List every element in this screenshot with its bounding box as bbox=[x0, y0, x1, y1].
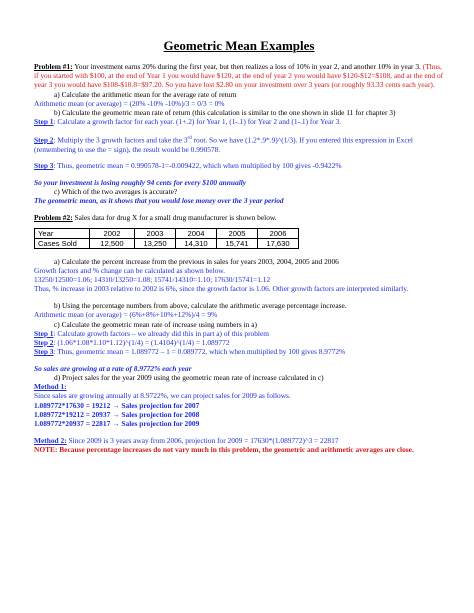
problem-1-text: Your investment earns 20% during the first year, but then realizes a loss of 10% in year 2, and another 10% in year 3. bbox=[72, 62, 421, 71]
projection-result: Sales projection for 2009 bbox=[121, 419, 200, 429]
p1-answer-c: The geometric mean, as it shows that you would lose money over the 3 year period bbox=[34, 196, 284, 206]
projection-row bbox=[34, 401, 444, 410]
p2-method-1-text: Since sales are growing annually at 8.9722%, we can project sales for 2009 as follows. bbox=[34, 391, 291, 401]
p2-question-b: b) Using the percentage numbers from above, calculate the arithmetic average percentage increase. bbox=[54, 301, 347, 311]
p2-question-d: d) Project sales for the year 2009 using the geometric mean rate of increase calculated in c) bbox=[54, 373, 324, 383]
p2-step-1 bbox=[34, 329, 444, 338]
p1-so-statement: So your investment is losing roughly 94 cents for every $100 annually bbox=[34, 178, 247, 187]
p1-step-1 bbox=[34, 117, 444, 126]
p1-answer-a: Arithmetic mean (or average) = (20% -10% -10%)/3 = 0/3 = 0% bbox=[34, 98, 225, 108]
p2-step-3 bbox=[34, 347, 444, 356]
sales-table bbox=[34, 228, 299, 249]
p2-method-2 bbox=[34, 436, 444, 445]
p2-step-1-text: : Calculate growth factors – we already did this in part a) of this problem bbox=[53, 328, 270, 338]
p1-question-a: a) Calculate the arithmetic mean for the average rate of return bbox=[54, 89, 237, 99]
p2-method-2-label: Method 2: bbox=[34, 435, 67, 445]
projection-result: Sales projection for 2008 bbox=[121, 409, 200, 419]
p2-so-statement: So sales are growing at a rate of 8.9772% each year bbox=[34, 363, 192, 373]
p1-step-2 bbox=[34, 134, 444, 154]
table-cell: 14,310 bbox=[176, 239, 217, 249]
arrow-icon: → bbox=[112, 400, 120, 410]
arrow-icon: → bbox=[112, 409, 120, 419]
problem-2-text: Sales data for drug X for a small drug manufacturer is shown below. bbox=[72, 213, 277, 223]
p1-step-2-text-b: root. So we have (1.2*.9*.9)^(1/3). If you entered this expression in Excel (remembering to use the = sign), the result would be 0.990578. bbox=[34, 135, 413, 154]
table-cell: Cases Sold bbox=[35, 239, 90, 249]
p2-step-3-text: : Thus, geometric mean = 1.089772 – 1 = 0.089772, which when multiplied by 100 gives 8.9772% bbox=[53, 347, 346, 357]
p1-question-c: c) Which of the two averages is accurate? bbox=[54, 187, 178, 197]
table-cell: 13,250 bbox=[135, 239, 176, 249]
problem-1-note: (Thus, if you started with $100, at the end of Year 1 you would have $120, at the end of year 2 you would have $120-$12=$108, and at the end of year 3 you would have $108-$10.8=$97.20. So you have lost $2.80 on your investment over 3 years (or roughly 93.33 cents each year). bbox=[34, 62, 444, 90]
p1-step-3-text: : Thus, geometric mean = 0.990578-1=-0.009422, which when multiplied by 100 gives -0.9422% bbox=[53, 161, 342, 171]
p2-step-2-text: : (1.06*1.08*1.10*1.12)^(1/4) = (1.4104)^(1/4) = 1.089772 bbox=[53, 337, 230, 347]
table-cell: 2003 bbox=[135, 229, 176, 239]
p2-step-2 bbox=[34, 338, 444, 347]
document-page bbox=[34, 38, 444, 454]
p2-method-1-label: Method 1: bbox=[34, 382, 67, 392]
p2-question-c: c) Calculate the geometric mean rate of increase using numbers in a) bbox=[54, 319, 257, 329]
p2-step-3-label: Step 3 bbox=[34, 347, 54, 357]
p1-step-1-label: Step 1 bbox=[34, 117, 54, 127]
page-title: Geometric Mean Examples bbox=[163, 38, 315, 53]
table-cell: 2005 bbox=[217, 229, 258, 239]
table-cell: Year bbox=[35, 229, 90, 239]
p2-note: NOTE: Because percentage increases do not vary much in this problem, the geometric and arithmetic averages are close. bbox=[34, 444, 414, 454]
p1-question-b: b) Calculate the geometric mean rate of return (this calculation is similar to the one shown in slide 11 for chapter 3) bbox=[54, 108, 396, 118]
projection-calc: 1.089772*17630 = 19212 bbox=[34, 400, 111, 410]
p1-step-3 bbox=[34, 161, 444, 170]
problem-1-label: Problem #1: bbox=[34, 62, 73, 71]
projection-calc: 1.089772*20937 = 22817 bbox=[34, 419, 111, 429]
p2-step-2-label: Step 2 bbox=[34, 337, 54, 347]
table-cell: 2002 bbox=[90, 229, 135, 239]
p1-step-3-label: Step 3 bbox=[34, 161, 54, 171]
p2-answer-a-3: Thus, % increase in 2003 relative to 2002 is 6%, since the growth factor is 1.06. Other growth factors are interpreted similarly. bbox=[34, 284, 409, 294]
arrow-icon: → bbox=[112, 419, 120, 429]
problem-2-label: Problem #2: bbox=[34, 213, 73, 223]
p2-method-2-text: Since 2009 is 3 years away from 2006, projection for 2009 = 17630*(1.089772)^3 = 22817 bbox=[66, 435, 339, 445]
p1-step-2-label: Step 2 bbox=[34, 135, 54, 145]
p2-answer-a-2: 13250/12500=1.06; 14310/13250=1.08; 15741/14310=1.10; 17630/15741=1.12 bbox=[34, 275, 271, 285]
projection-row bbox=[34, 419, 444, 428]
table-row bbox=[35, 229, 299, 239]
projection-row bbox=[34, 410, 444, 419]
table-cell: 12,500 bbox=[90, 239, 135, 249]
problem-1-statement bbox=[34, 62, 444, 90]
p2-answer-a-1: Growth factors and % change can be calculated as shown below. bbox=[34, 266, 225, 276]
table-cell: 15,741 bbox=[217, 239, 258, 249]
table-row bbox=[35, 239, 299, 249]
p2-question-a: a) Calculate the percent increase from the previous in sales for years 2003, 2004, 2005 and 2006 bbox=[54, 256, 339, 266]
projection-calc: 1.089772*19212 = 20937 bbox=[34, 409, 111, 419]
table-cell: 2004 bbox=[176, 229, 217, 239]
projection-result: Sales projection for 2007 bbox=[121, 400, 200, 410]
p1-step-2-sup: rd bbox=[187, 135, 192, 141]
p1-step-2-text-a: : Multiply the 3 growth factors and take the 3 bbox=[53, 135, 188, 145]
problem-2-statement bbox=[34, 213, 444, 222]
p2-step-1-label: Step 1 bbox=[34, 328, 54, 338]
p1-step-1-text: : Calculate a growth factor for each year. (1+.2) for Year 1, (1-.1) for Year 2 and (1-.1) for Year 3. bbox=[53, 117, 342, 127]
p2-answer-b: Arithmetic mean (or average) = (6%+8%+10%+12%)/4 = 9% bbox=[34, 310, 218, 320]
table-cell: 17,630 bbox=[258, 239, 299, 249]
table-cell: 2006 bbox=[258, 229, 299, 239]
